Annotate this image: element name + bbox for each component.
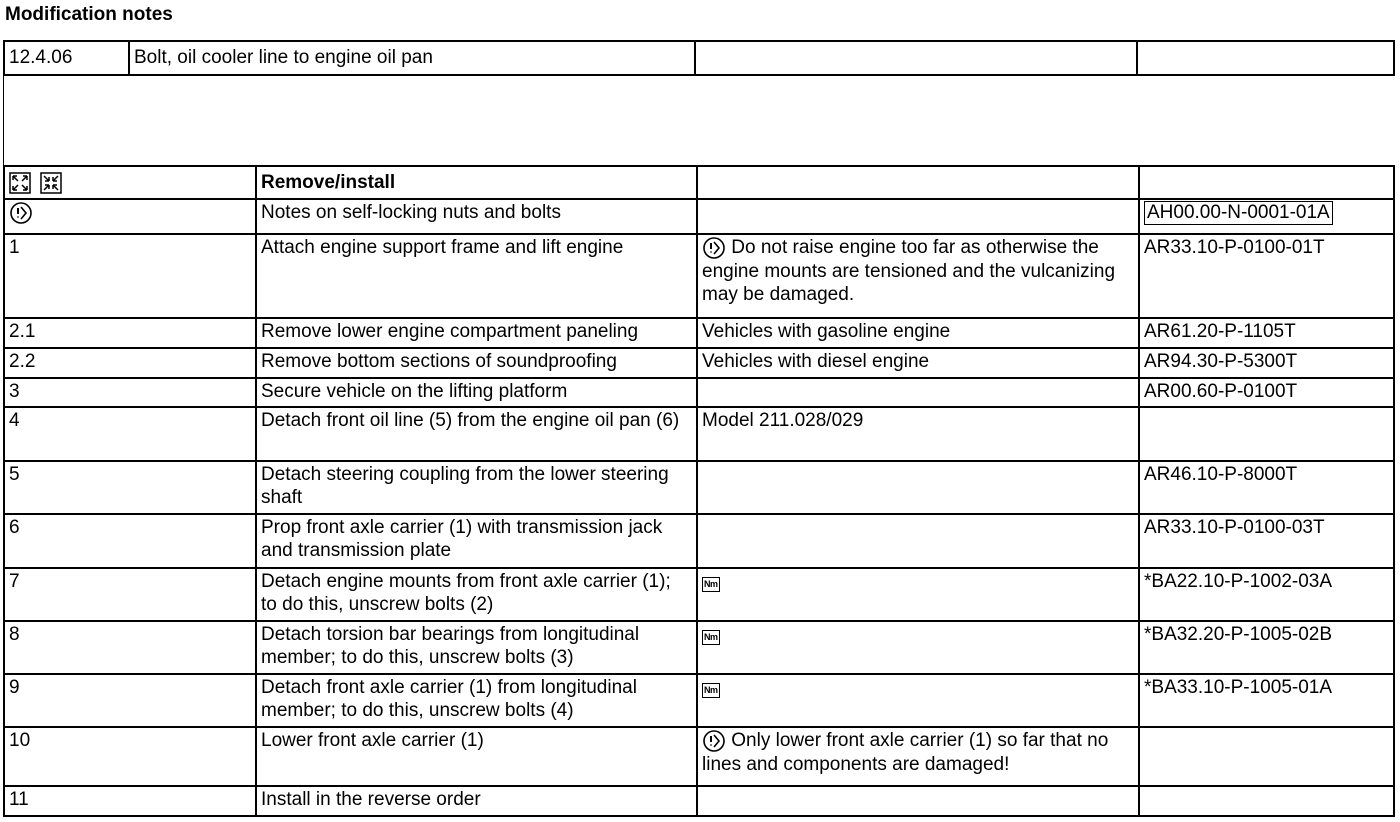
modification-empty-cell bbox=[1137, 41, 1394, 75]
table-row bbox=[4, 621, 1394, 674]
table-row bbox=[4, 514, 1394, 568]
caution-icon bbox=[9, 201, 33, 225]
procedure-header-row bbox=[4, 166, 1394, 199]
ref-cell bbox=[1139, 727, 1394, 786]
note-text: Only lower front axle carrier (1) so far that no lines and components are damaged! bbox=[702, 730, 1109, 775]
torque-icon[interactable]: Nm bbox=[702, 577, 720, 592]
task-cell: Attach engine support frame and lift engine bbox=[256, 234, 697, 318]
note-text: Do not raise engine too far as otherwise the engine mounts are tensioned and the vulcanizing may be damaged. bbox=[702, 237, 1116, 305]
modification-table bbox=[3, 40, 1395, 76]
ref-cell[interactable]: AR00.60-P-0100T bbox=[1139, 378, 1394, 407]
task-cell: Prop front axle carrier (1) with transmission jack and transmission plate bbox=[256, 514, 697, 568]
page-title: Modification notes bbox=[5, 4, 173, 25]
task-cell: Detach front axle carrier (1) from longitudinal member; to do this, unscrew bolts (4) bbox=[256, 674, 697, 727]
step-cell: 3 bbox=[4, 378, 256, 407]
ref-cell[interactable]: AR33.10-P-0100-01T bbox=[1139, 234, 1394, 318]
ref-cell[interactable]: *BA33.10-P-1005-01A bbox=[1139, 674, 1394, 727]
step-cell: 2.2 bbox=[4, 348, 256, 378]
table-row bbox=[4, 461, 1394, 514]
task-cell: Notes on self-locking nuts and bolts bbox=[256, 199, 697, 234]
step-cell: 5 bbox=[4, 461, 256, 514]
note-cell bbox=[697, 514, 1139, 568]
step-cell: 2.1 bbox=[4, 318, 256, 348]
step-cell: 10 bbox=[4, 727, 256, 786]
ref-cell bbox=[1139, 786, 1394, 816]
table-row bbox=[4, 234, 1394, 318]
task-cell: Remove lower engine compartment paneling bbox=[256, 318, 697, 348]
ref-cell bbox=[1139, 407, 1394, 461]
table-row bbox=[4, 786, 1394, 816]
ref-cell[interactable]: AR46.10-P-8000T bbox=[1139, 461, 1394, 514]
header-title: Remove/install bbox=[256, 166, 697, 199]
table-row bbox=[4, 348, 1394, 378]
header-empty-cell bbox=[1139, 166, 1394, 199]
step-cell: 9 bbox=[4, 674, 256, 727]
step-cell: 1 bbox=[4, 234, 256, 318]
procedure-table bbox=[3, 165, 1395, 817]
table-row bbox=[4, 199, 1394, 234]
modification-empty-cell bbox=[695, 41, 1137, 75]
task-cell: Detach front oil line (5) from the engine oil pan (6) bbox=[256, 407, 697, 461]
frame-divider bbox=[3, 71, 4, 167]
note-cell bbox=[697, 786, 1139, 816]
task-cell: Install in the reverse order bbox=[256, 786, 697, 816]
modification-row bbox=[4, 41, 1394, 75]
step-cell bbox=[4, 199, 256, 234]
note-cell bbox=[697, 461, 1139, 514]
task-cell: Detach torsion bar bearings from longitudinal member; to do this, unscrew bolts (3) bbox=[256, 621, 697, 674]
note-cell bbox=[697, 378, 1139, 407]
ref-cell[interactable]: AR33.10-P-0100-03T bbox=[1139, 514, 1394, 568]
torque-icon[interactable]: Nm bbox=[702, 630, 720, 645]
task-cell: Remove bottom sections of soundproofing bbox=[256, 348, 697, 378]
note-cell: Model 211.028/029 bbox=[697, 407, 1139, 461]
step-cell: 11 bbox=[4, 786, 256, 816]
note-cell: Vehicles with gasoline engine bbox=[697, 318, 1139, 348]
header-icons-cell bbox=[4, 166, 256, 199]
task-cell: Lower front axle carrier (1) bbox=[256, 727, 697, 786]
note-cell bbox=[697, 234, 1139, 318]
expand-icon[interactable] bbox=[9, 172, 31, 194]
step-cell: 7 bbox=[4, 568, 256, 621]
modification-date: 12.4.06 bbox=[4, 41, 129, 75]
task-cell: Secure vehicle on the lifting platform bbox=[256, 378, 697, 407]
ref-cell[interactable]: AR61.20-P-1105T bbox=[1139, 318, 1394, 348]
ref-cell[interactable]: *BA22.10-P-1002-03A bbox=[1139, 568, 1394, 621]
collapse-icon[interactable] bbox=[40, 172, 62, 194]
table-row bbox=[4, 674, 1394, 727]
table-row bbox=[4, 727, 1394, 786]
note-cell: Vehicles with diesel engine bbox=[697, 348, 1139, 378]
ref-cell[interactable]: AR94.30-P-5300T bbox=[1139, 348, 1394, 378]
task-cell: Detach steering coupling from the lower steering shaft bbox=[256, 461, 697, 514]
task-cell: Detach engine mounts from front axle carrier (1); to do this, unscrew bolts (2) bbox=[256, 568, 697, 621]
ref-cell[interactable]: *BA32.20-P-1005-02B bbox=[1139, 621, 1394, 674]
note-cell bbox=[697, 674, 1139, 727]
note-cell bbox=[697, 621, 1139, 674]
step-cell: 4 bbox=[4, 407, 256, 461]
note-cell bbox=[697, 727, 1139, 786]
caution-icon bbox=[702, 729, 726, 753]
caution-icon bbox=[702, 236, 726, 260]
torque-icon[interactable]: Nm bbox=[702, 683, 720, 698]
step-cell: 6 bbox=[4, 514, 256, 568]
ref-link[interactable]: AH00.00-N-0001-01A bbox=[1144, 201, 1333, 225]
ref-cell bbox=[1139, 199, 1394, 234]
header-empty-cell bbox=[697, 166, 1139, 199]
table-row bbox=[4, 568, 1394, 621]
note-cell bbox=[697, 568, 1139, 621]
table-row bbox=[4, 318, 1394, 348]
note-cell bbox=[697, 199, 1139, 234]
table-row bbox=[4, 378, 1394, 407]
step-cell: 8 bbox=[4, 621, 256, 674]
modification-description: Bolt, oil cooler line to engine oil pan bbox=[129, 41, 695, 75]
table-row bbox=[4, 407, 1394, 461]
